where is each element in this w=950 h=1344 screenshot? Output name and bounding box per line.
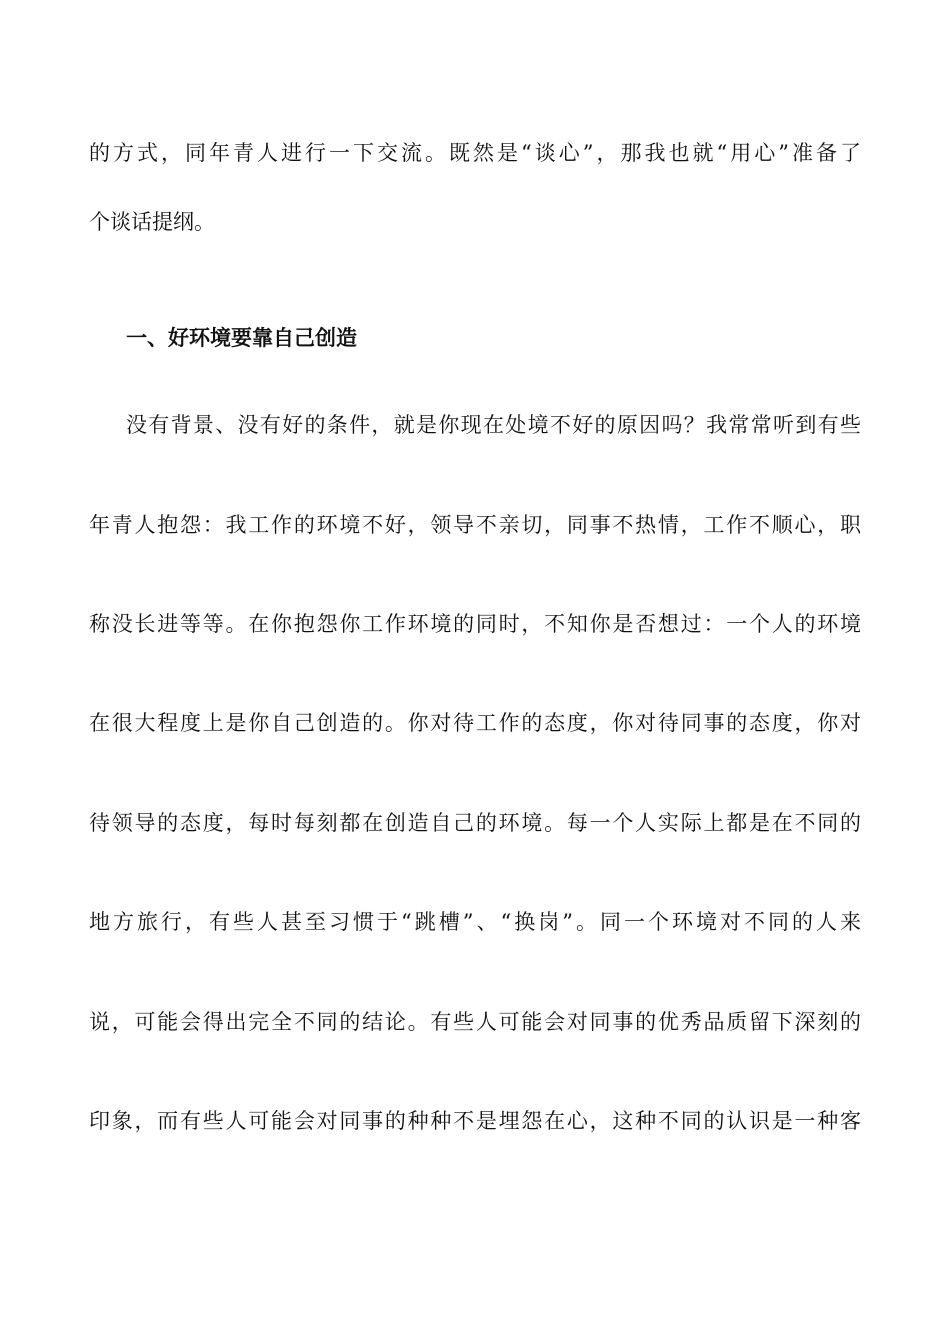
paragraph-2-line-3: 称没长进等等。在你抱怨你工作环境的同时，不知你是否想过：一个人的环境: [89, 612, 861, 636]
paragraph-2-line-4: 在很大程度上是你自己创造的。你对待工作的态度，你对待同事的态度，你对: [89, 711, 861, 735]
section-heading: 一、好环境要靠自己创造: [126, 325, 357, 350]
paragraph-1-line-2: 个谈话提纲。: [89, 210, 215, 234]
paragraph-2-line-2: 年青人抱怨：我工作的环境不好，领导不亲切，同事不热情，工作不顺心，职: [89, 513, 861, 537]
paragraph-2-line-7: 说，可能会得出完全不同的结论。有些人可能会对同事的优秀品质留下深刻的: [89, 1010, 861, 1034]
paragraph-2-line-5: 待领导的态度，每时每刻都在创造自己的环境。每一个人实际上都是在不同的: [89, 811, 861, 835]
paragraph-1-line-1: 的方式，同年青人进行一下交流。既然是“谈心”，那我也就“用心”准备了: [89, 141, 861, 165]
paragraph-2-line-8: 印象，而有些人可能会对同事的种种不是埋怨在心，这种不同的认识是一种客: [89, 1109, 861, 1133]
paragraph-2-line-1: 没有背景、没有好的条件，就是你现在处境不好的原因吗？我常常听到有些: [126, 413, 861, 437]
paragraph-2-line-6: 地方旅行，有些人甚至习惯于“跳槽”、“换岗”。同一个环境对不同的人来: [89, 910, 861, 934]
